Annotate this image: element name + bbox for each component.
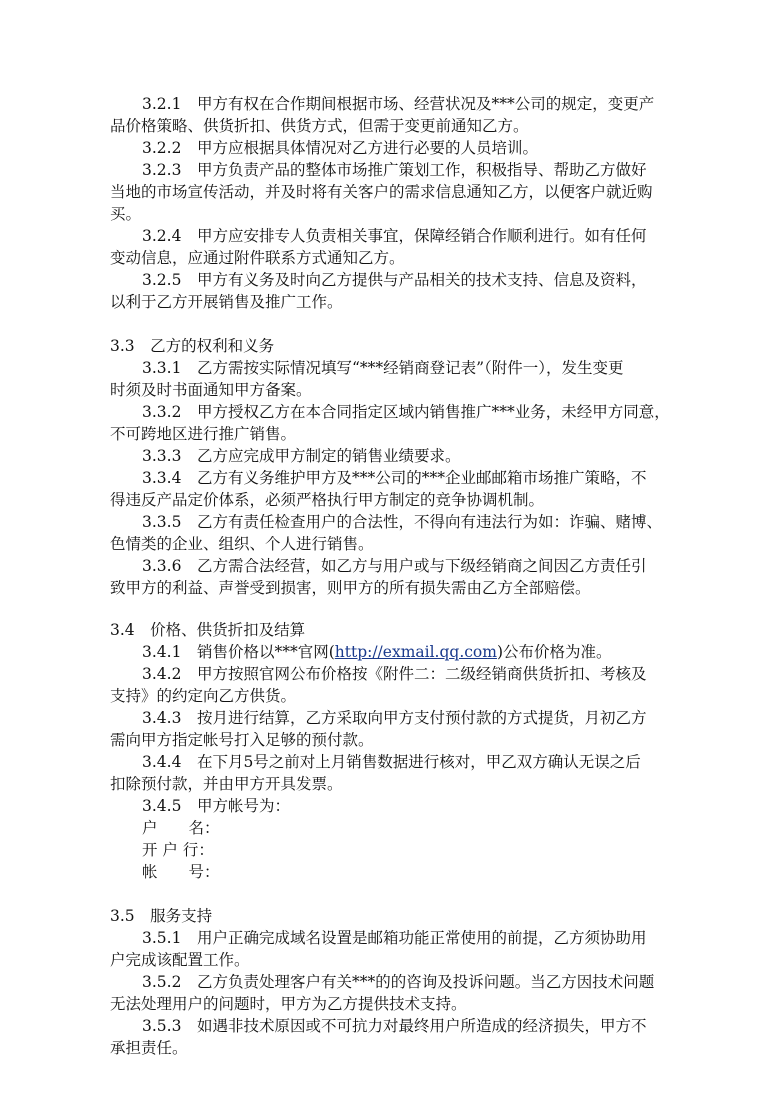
clause-3-2-3-line1: 3.2.3 甲方负责产品的整体市场推广策划工作，积极指导、帮助乙方做好 [142,161,647,179]
clause-3-3-2-line2: 不可跨地区进行推广销售。 [110,425,297,443]
account-name-field: 户 名： [142,819,220,837]
clause-3-4-2-line1: 3.4.2 甲方按照官网公布价格按《附件二：二级经销商供货折扣、考核及 [142,665,647,683]
clause-3-4-1 [142,642,612,662]
clause-3-3-5-line2: 色情类的企业、组织、个人进行销售。 [110,535,374,553]
clause-3-3-1-line1: 3.3.1 乙方需按实际情况填写“***经销商登记表”（附件一），发生变更 [142,359,624,377]
clause-3-5-1-line2: 户完成该配置工作。 [110,951,250,969]
clause-3-2-2: 3.2.2 甲方应根据具体情况对乙方进行必要的人员培训。 [142,139,538,157]
clause-3-5-2-line2: 无法处理用户的问题时，甲方为乙方提供技术支持。 [110,995,467,1013]
clause-3-2-4-line1: 3.2.4 甲方应安排专人负责相关事宜，保障经销合作顺利进行。如有任何 [142,227,647,245]
clause-3-2-5-line2: 以利于乙方开展销售及推广工作。 [110,293,343,311]
clause-3-3-6-line2: 致甲方的利益、声誉受到损害，则甲方的所有损失需由乙方全部赔偿。 [110,579,591,597]
account-number-field: 帐 号： [142,863,220,881]
clause-3-2-3-line2: 当地的市场宣传活动，并及时将有关客户的需求信息通知乙方，以便客户就近购 [110,183,653,201]
clause-3-4-1-text-before: 3.4.1 销售价格以***官网( [142,643,335,661]
clause-3-3-5-line1: 3.3.5 乙方有责任检查用户的合法性，不得向有违法行为如：诈骗、赌博、 [142,513,662,531]
clause-3-5-3-line2: 承担责任。 [110,1039,188,1057]
bank-field: 开 户 行： [142,841,214,859]
clause-3-3-6-line1: 3.3.6 乙方需合法经营，如乙方与用户或与下级经销商之间因乙方责任引 [142,557,647,575]
clause-3-2-1-line1: 3.2.1 甲方有权在合作期间根据市场、经营状况及***公司的规定，变更产 [142,95,655,113]
clause-3-3-4-line2: 得违反产品定价体系，必须严格执行甲方制定的竞争协调机制。 [110,491,545,509]
clause-3-3-2-line1: 3.3.2 甲方授权乙方在本合同指定区域内销售推广***业务，未经甲方同意， [142,403,670,421]
section-3-3-heading: 3.3 乙方的权利和义务 [110,337,275,355]
clause-3-4-5: 3.4.5 甲方帐号为： [142,797,290,815]
clause-3-2-3-line3: 买。 [110,205,142,223]
clause-3-3-3: 3.3.3 乙方应完成甲方制定的销售业绩要求。 [142,447,461,465]
clause-3-4-4-line1: 3.4.4 在下月5号之前对上月销售数据进行核对，甲乙双方确认无误之后 [142,753,641,771]
clause-3-4-1-text-after: )公布价格为准。 [496,643,612,661]
clause-3-3-1-line2: 时须及时书面通知甲方备案。 [110,381,312,399]
clause-3-2-5-line1: 3.2.5 甲方有义务及时向乙方提供与产品相关的技术支持、信息及资料， [142,271,647,289]
clause-3-5-2-line1: 3.5.2 乙方负责处理客户有关***的的咨询及投诉问题。当乙方因技术问题 [142,973,655,991]
clause-3-4-4-line2: 扣除预付款，并由甲方开具发票。 [110,775,343,793]
clause-3-3-4-line1: 3.3.4 乙方有义务维护甲方及***公司的***企业邮邮箱市场推广策略，不 [142,469,647,487]
official-website-link[interactable]: http://exmail.qq.com [334,643,497,661]
clause-3-4-3-line2: 需向甲方指定帐号打入足够的预付款。 [110,731,374,749]
clause-3-4-2-line2: 支持》的约定向乙方供货。 [110,687,297,705]
clause-3-5-1-line1: 3.5.1 用户正确完成域名设置是邮箱功能正常使用的前提，乙方须协助用 [142,929,647,947]
section-3-4-heading: 3.4 价格、供货折扣及结算 [110,621,306,639]
clause-3-2-4-line2: 变动信息，应通过附件联系方式通知乙方。 [110,249,405,267]
clause-3-4-3-line1: 3.4.3 按月进行结算，乙方采取向甲方支付预付款的方式提货，月初乙方 [142,709,647,727]
clause-3-5-3-line1: 3.5.3 如遇非技术原因或不可抗力对最终用户所造成的经济损失，甲方不 [142,1017,647,1035]
clause-3-2-1-line2: 品价格策略、供货折扣、供货方式，但需于变更前通知乙方。 [110,117,529,135]
section-3-5-heading: 3.5 服务支持 [110,907,213,925]
